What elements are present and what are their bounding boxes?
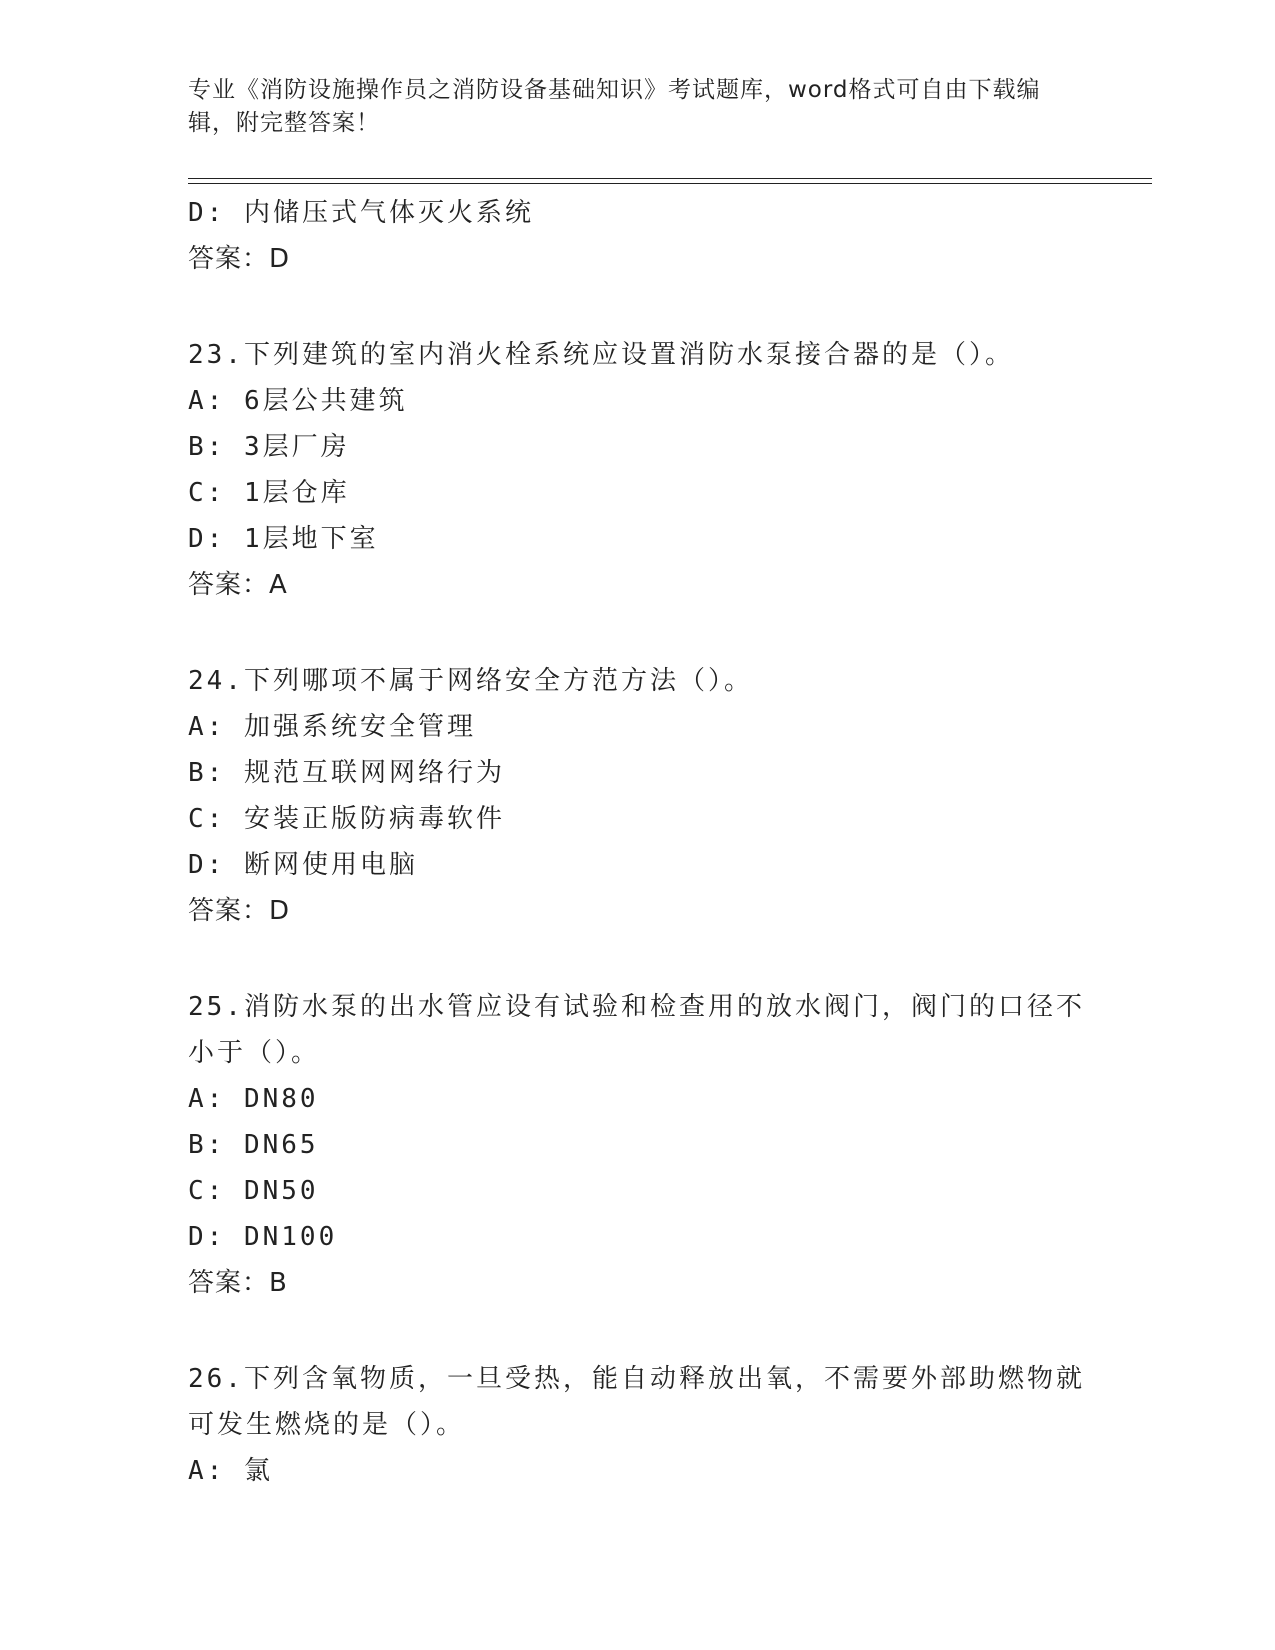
option-d: D: 1层地下室 [188, 524, 379, 554]
option-d: D: 内储压式气体灭火系统 [188, 198, 534, 228]
question-item [188, 984, 1088, 1306]
answer-label: 答案：B [188, 1268, 288, 1298]
question-item [188, 332, 1088, 608]
option-d: D: DN100 [188, 1222, 338, 1252]
question-list [188, 190, 1088, 1494]
answer-label: 答案：A [188, 570, 288, 600]
question-item [188, 1356, 1088, 1494]
question-item [188, 658, 1088, 934]
question-carryover [188, 190, 1088, 282]
option-a: A: 加强系统安全管理 [188, 712, 476, 742]
option-c: C: 安装正版防病毒软件 [188, 804, 505, 834]
header-divider-top [188, 178, 1152, 179]
document-header: 专业《消防设施操作员之消防设备基础知识》考试题库，word格式可自由下载编辑，附完整答案！ [188, 77, 1041, 136]
question-text: 25.消防水泵的出水管应设有试验和检查用的放水阀门，阀门的口径不小于（）。 [188, 992, 1085, 1068]
question-text: 26.下列含氧物质，一旦受热，能自动释放出氧，不需要外部助燃物就可发生燃烧的是（）。 [188, 1364, 1085, 1440]
option-b: B: 3层厂房 [188, 432, 350, 462]
option-a: A: 6层公共建筑 [188, 386, 408, 416]
option-a: A: DN80 [188, 1084, 319, 1114]
option-b: B: 规范互联网网络行为 [188, 758, 505, 788]
option-c: C: DN50 [188, 1176, 319, 1206]
answer-label: 答案：D [188, 244, 291, 274]
option-d: D: 断网使用电脑 [188, 850, 418, 880]
option-c: C: 1层仓库 [188, 478, 350, 508]
question-text: 23.下列建筑的室内消火栓系统应设置消防水泵接合器的是（）。 [188, 340, 1014, 370]
question-text: 24.下列哪项不属于网络安全方范方法（）。 [188, 666, 753, 696]
option-b: B: DN65 [188, 1130, 319, 1160]
header-divider-bottom [188, 183, 1152, 184]
answer-label: 答案：D [188, 896, 291, 926]
option-a: A: 氯 [188, 1456, 273, 1486]
